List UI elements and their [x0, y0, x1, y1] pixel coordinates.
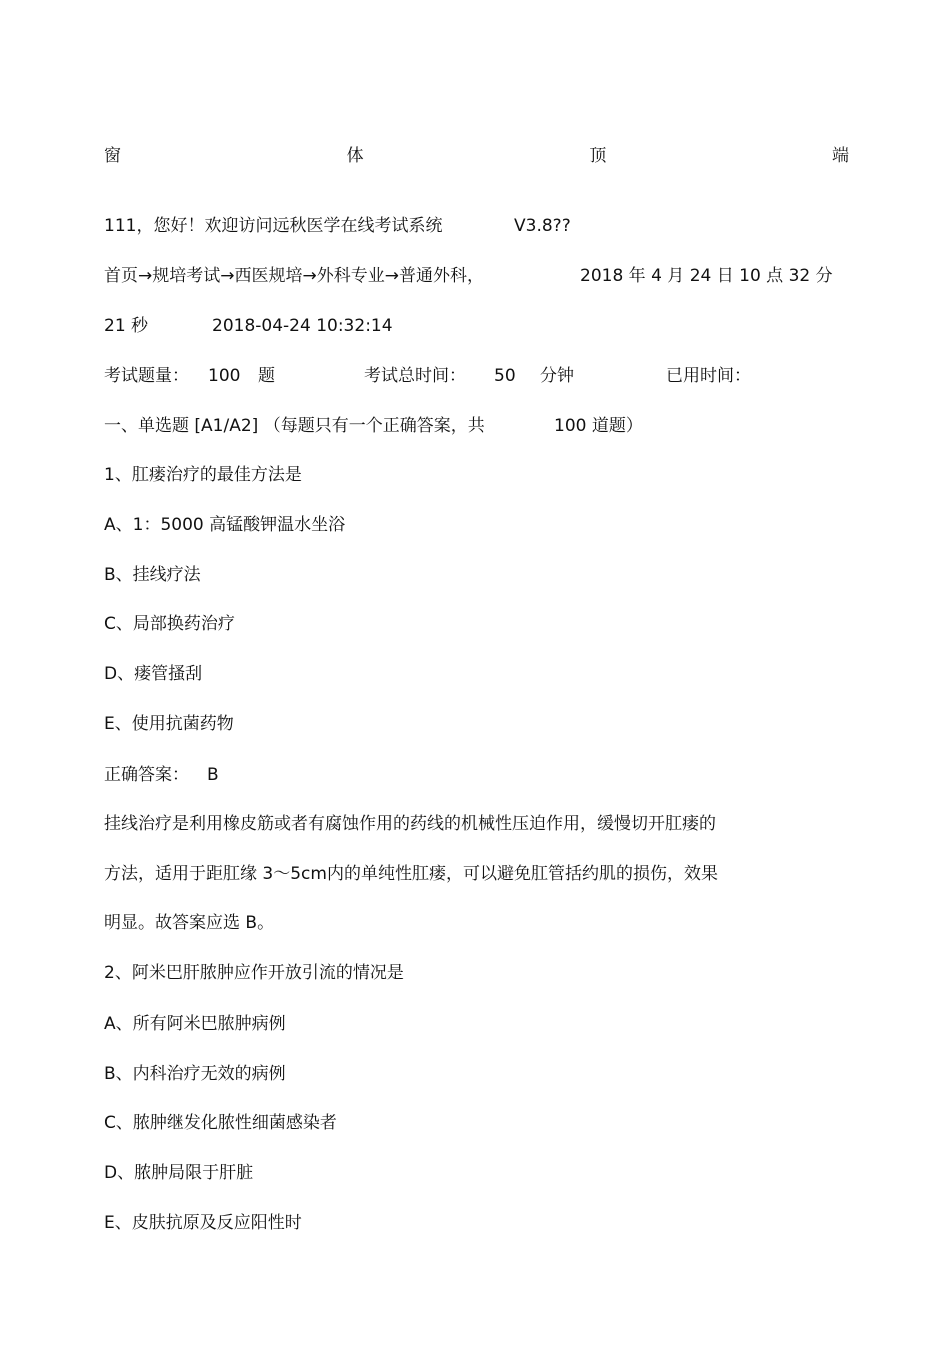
answer-label: 正确答案：	[104, 765, 189, 785]
option-c[interactable]: C、局部换药治疗	[104, 614, 235, 634]
datetime-cn: 2018 年 4 月 24 日 10 点 32 分	[580, 266, 833, 286]
option-d[interactable]: D、瘘管搔刮	[104, 664, 203, 684]
version-text: V3.8??	[514, 216, 571, 236]
option-e[interactable]: E、皮肤抗原及反应阳性时	[104, 1213, 302, 1233]
option-d[interactable]: D、脓肿局限于肝脏	[104, 1163, 254, 1183]
question-stem: 1、肛瘘治疗的最佳方法是	[104, 465, 302, 485]
option-e[interactable]: E、使用抗菌药物	[104, 714, 234, 734]
option-c[interactable]: C、脓肿继发化脓性细菌感染者	[104, 1113, 337, 1133]
count-value: 100	[208, 366, 241, 386]
top-char: 端	[831, 146, 849, 166]
welcome-text: 111，您好！欢迎访问远秋医学在线考试系统	[104, 216, 443, 236]
question-stem: 2、阿米巴肝脓肿应作开放引流的情况是	[104, 963, 404, 983]
explanation-line: 挂线治疗是利用橡皮筋或者有腐蚀作用的药线的机械性压迫作用，缓慢切开肛瘘的	[104, 814, 716, 834]
count-label: 考试题量：	[104, 366, 189, 386]
count-unit: 题	[258, 366, 275, 386]
breadcrumb-path: 首页→规培考试→西医规培→外科专业→普通外科，	[104, 266, 484, 286]
form-top-label	[104, 141, 849, 166]
explanation-line: 明显。故答案应选 B。	[104, 913, 275, 933]
time-unit: 分钟	[540, 366, 574, 386]
option-a[interactable]: A、1：5000 高锰酸钾温水坐浴	[104, 515, 346, 535]
top-char: 窗	[104, 146, 121, 166]
option-b[interactable]: B、挂线疗法	[104, 565, 201, 585]
option-b[interactable]: B、内科治疗无效的病例	[104, 1064, 286, 1084]
answer-value: B	[207, 765, 219, 785]
section-title-count: 100 道题）	[554, 416, 643, 436]
datetime-seconds: 21 秒	[104, 316, 149, 336]
section-title-text: 一、单选题 [A1/A2] （每题只有一个正确答案，共	[104, 416, 485, 436]
elapsed-label: 已用时间：	[666, 366, 751, 386]
option-a[interactable]: A、所有阿米巴脓肿病例	[104, 1014, 286, 1034]
datetime-stamp: 2018-04-24 10:32:14	[212, 316, 393, 336]
time-label: 考试总时间：	[364, 366, 466, 386]
top-char: 顶	[589, 146, 607, 166]
time-value: 50	[494, 366, 516, 386]
explanation-line: 方法，适用于距肛缘 3～5cm内的单纯性肛瘘，可以避免肛管括约肌的损伤，效果	[104, 864, 718, 884]
top-char: 体	[346, 146, 364, 166]
